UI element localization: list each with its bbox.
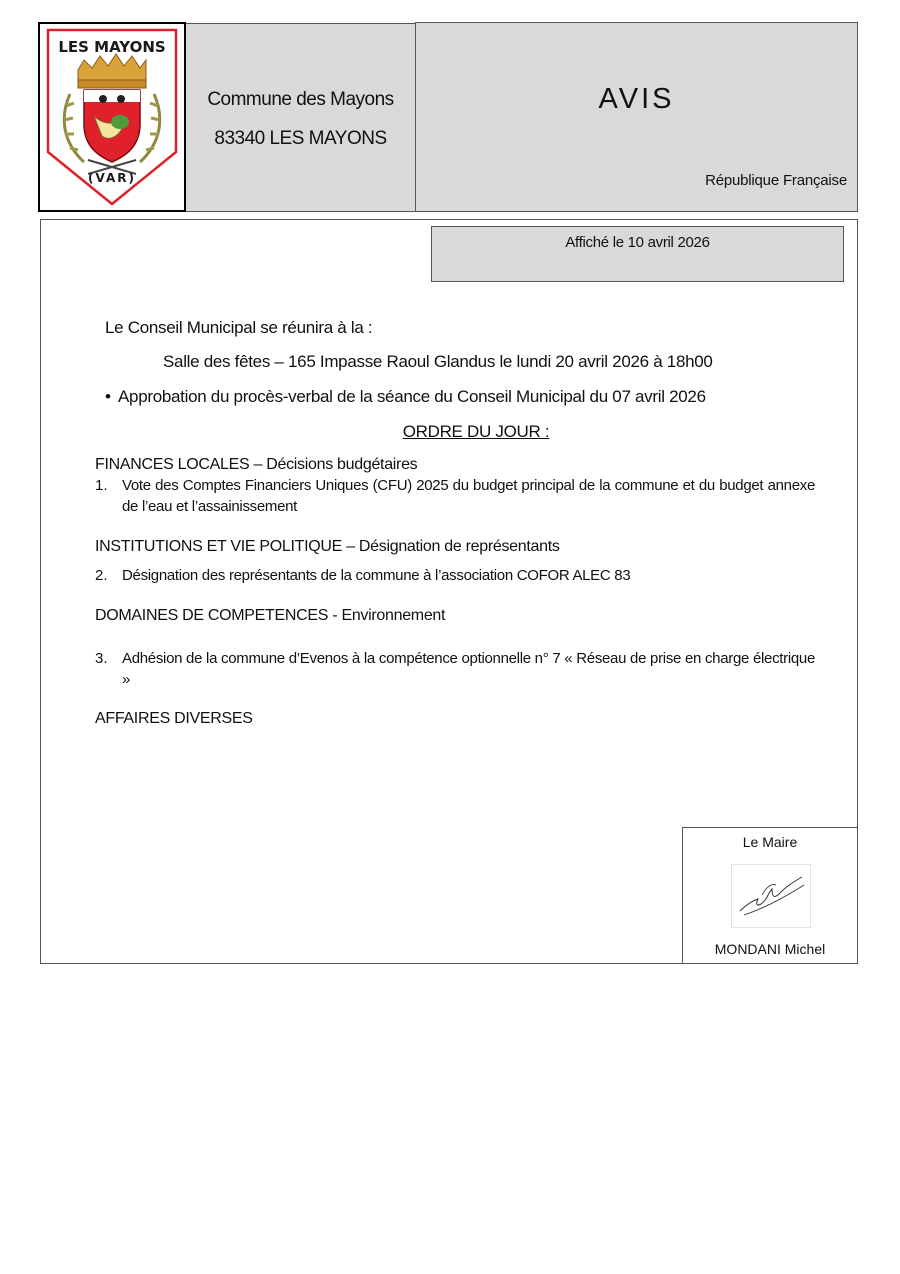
bullet-icon: • — [105, 387, 111, 406]
item-number: 2. — [95, 567, 108, 584]
section-heading: DOMAINES DE COMPETENCES - Environnement — [95, 607, 446, 624]
section-heading: FINANCES LOCALES – Décisions budgétaires — [95, 456, 418, 473]
page-title: AVIS — [598, 83, 675, 115]
republique-label: République Française — [705, 172, 847, 189]
intro-text: Le Conseil Municipal se réunira à la : — [105, 318, 373, 337]
handwritten-signature-icon — [732, 865, 810, 927]
item-number: 1. — [95, 477, 108, 494]
logo-title: LES MAYONS — [58, 38, 166, 56]
avis-box — [415, 22, 858, 212]
commune-box — [186, 23, 416, 212]
ordre-du-jour-label: ORDRE DU JOUR : — [402, 422, 550, 441]
affiche-box — [431, 226, 844, 282]
commune-logo — [38, 22, 186, 212]
affiche-date: Affiché le 10 avril 2026 — [565, 234, 710, 251]
agenda-item: Désignation des représentants de la commune à l’association COFOR ALEC 83 — [122, 567, 631, 584]
approbation-text: Approbation du procès-verbal de la séance du Conseil Municipal du 07 avril 2026 — [118, 387, 706, 406]
signature-title: Le Maire — [742, 834, 798, 850]
commune-name: Commune des Mayons — [207, 89, 394, 110]
agenda-item: Adhésion de la commune d’Evenos à la compétence optionnelle n° 7 « Réseau de prise en charge électrique » — [122, 650, 815, 688]
ordre-du-jour-heading — [0, 422, 900, 442]
agenda-item: Vote des Comptes Financiers Uniques (CFU) 2025 du budget principal de la commune et du budget annexe de l’eau et l’assainissement — [122, 477, 815, 515]
coat-of-arms-icon — [40, 24, 184, 210]
signature-box — [682, 827, 858, 964]
commune-address: 83340 LES MAYONS — [214, 128, 387, 149]
item-number: 3. — [95, 650, 108, 667]
mayor-name: MONDANI Michel — [714, 941, 826, 957]
signature-image — [731, 864, 811, 928]
meeting-location: Salle des fêtes – 165 Impasse Raoul Glandus le lundi 20 avril 2026 à 18h00 — [163, 352, 713, 371]
section-heading: AFFAIRES DIVERSES — [95, 710, 253, 727]
section-heading: INSTITUTIONS ET VIE POLITIQUE – Désignation de représentants — [95, 538, 560, 555]
logo-subtitle: (VAR) — [88, 171, 136, 185]
